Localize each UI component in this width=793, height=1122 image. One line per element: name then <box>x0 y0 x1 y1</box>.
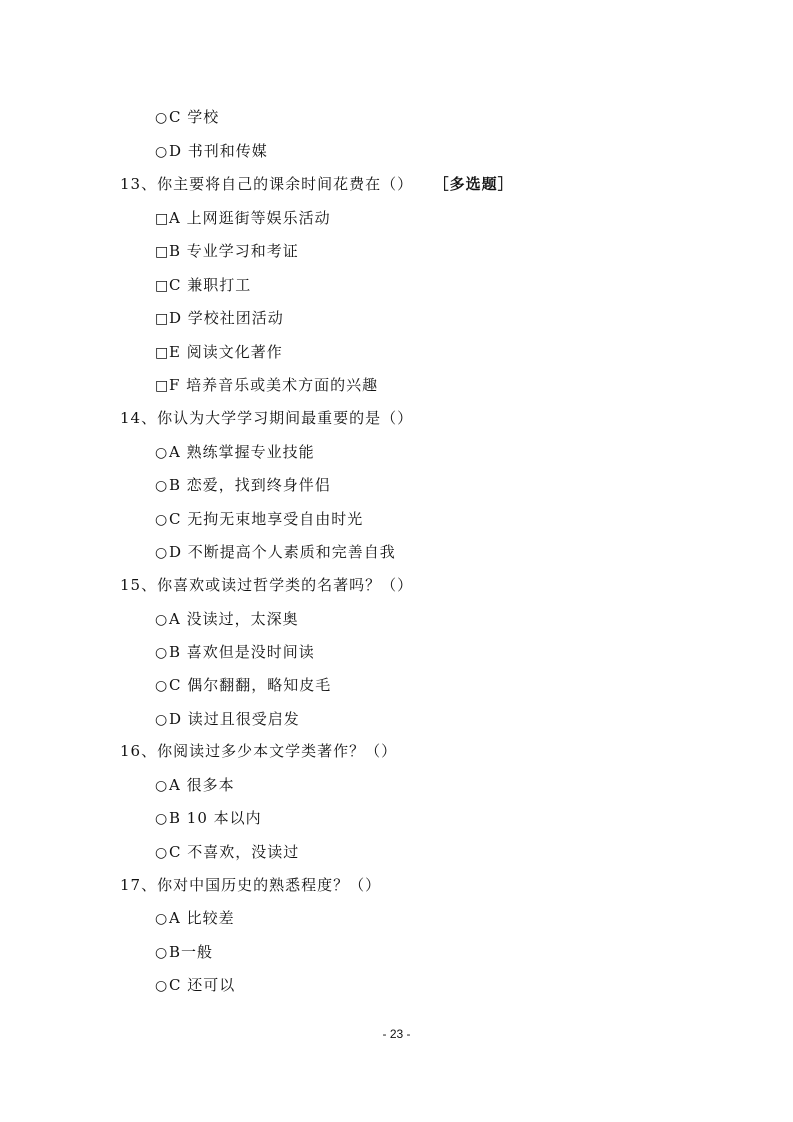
option-text: F 培养音乐或美术方面的兴趣 <box>169 376 379 394</box>
radio-circle-icon: ○ <box>155 678 169 694</box>
option-text: C 学校 <box>169 108 220 126</box>
option-text: A 比较差 <box>169 909 235 927</box>
radio-circle-icon: ○ <box>155 645 169 661</box>
option-text: A 很多本 <box>169 776 235 794</box>
radio-circle-icon: ○ <box>155 945 169 961</box>
option-text: A 上网逛街等娱乐活动 <box>169 209 331 227</box>
radio-circle-icon: ○ <box>155 811 169 827</box>
option-text: C 偶尔翻翻，略知皮毛 <box>169 676 332 694</box>
option-text: C 兼职打工 <box>169 276 252 294</box>
radio-circle-icon: ○ <box>155 512 169 528</box>
option-text: D 书刊和传媒 <box>169 142 268 160</box>
option-text: C 无拘无束地享受自由时光 <box>169 510 364 528</box>
option-15c <box>155 675 331 696</box>
question-14 <box>120 408 413 428</box>
option-text: B一般 <box>169 943 214 961</box>
question-17 <box>120 875 381 895</box>
option-text: C 还可以 <box>169 976 236 994</box>
option-text: E 阅读文化著作 <box>169 343 283 361</box>
option-12c <box>155 107 219 128</box>
radio-circle-icon: ○ <box>155 545 169 561</box>
checkbox-square-icon: □ <box>155 244 170 260</box>
question-13 <box>120 174 514 194</box>
page-number: - 23 - <box>382 1027 411 1041</box>
option-14a <box>155 442 315 463</box>
option-14c <box>155 509 363 530</box>
checkbox-square-icon: □ <box>155 311 170 327</box>
option-text: B 恋爱，找到终身伴侣 <box>169 476 331 494</box>
radio-circle-icon: ○ <box>155 978 169 994</box>
question-text: 13、你主要将自己的课余时间花费在（） <box>120 175 414 193</box>
radio-circle-icon: ○ <box>155 110 169 126</box>
option-17a <box>155 908 235 929</box>
option-text: A 熟练掌握专业技能 <box>169 443 315 461</box>
option-16a <box>155 775 235 796</box>
option-15a <box>155 609 299 630</box>
option-text: B 10 本以内 <box>169 809 262 827</box>
radio-circle-icon: ○ <box>155 144 169 160</box>
checkbox-square-icon: □ <box>155 378 170 394</box>
radio-circle-icon: ○ <box>155 778 169 794</box>
checkbox-square-icon: □ <box>155 278 170 294</box>
checkbox-square-icon: □ <box>155 211 170 227</box>
option-13c <box>155 275 251 296</box>
option-13b <box>155 241 299 262</box>
option-14d <box>155 542 396 563</box>
option-14b <box>155 475 331 496</box>
option-text: B 喜欢但是没时间读 <box>169 643 315 661</box>
option-text: D 不断提高个人素质和完善自我 <box>169 543 396 561</box>
checkbox-square-icon: □ <box>155 345 170 361</box>
radio-circle-icon: ○ <box>155 911 169 927</box>
option-12d <box>155 141 268 162</box>
option-text: D 学校社团活动 <box>169 309 284 327</box>
question-15 <box>120 575 413 595</box>
option-16b <box>155 808 262 829</box>
radio-circle-icon: ○ <box>155 445 169 461</box>
option-13f <box>155 375 378 396</box>
option-text: A 没读过，太深奥 <box>169 610 299 628</box>
question-16 <box>120 741 397 761</box>
option-13e <box>155 342 283 363</box>
option-13a <box>155 208 331 229</box>
option-text: C 不喜欢，没读过 <box>169 843 300 861</box>
multi-select-tag: ［多选题］ <box>441 175 514 193</box>
option-text: B 专业学习和考证 <box>169 242 299 260</box>
option-16c <box>155 842 299 863</box>
question-text: 15、你喜欢或读过哲学类的名著吗？（） <box>120 576 414 594</box>
option-15b <box>155 642 315 663</box>
question-text: 14、你认为大学学习期间最重要的是（） <box>120 409 414 427</box>
option-15d <box>155 709 300 730</box>
radio-circle-icon: ○ <box>155 845 169 861</box>
radio-circle-icon: ○ <box>155 612 169 628</box>
option-13d <box>155 308 284 329</box>
question-text: 17、你对中国历史的熟悉程度？（） <box>120 876 382 894</box>
option-17c <box>155 975 235 996</box>
radio-circle-icon: ○ <box>155 712 169 728</box>
option-17b <box>155 942 213 963</box>
radio-circle-icon: ○ <box>155 478 169 494</box>
question-text: 16、你阅读过多少本文学类著作？（） <box>120 742 398 760</box>
option-text: D 读过且很受启发 <box>169 710 300 728</box>
